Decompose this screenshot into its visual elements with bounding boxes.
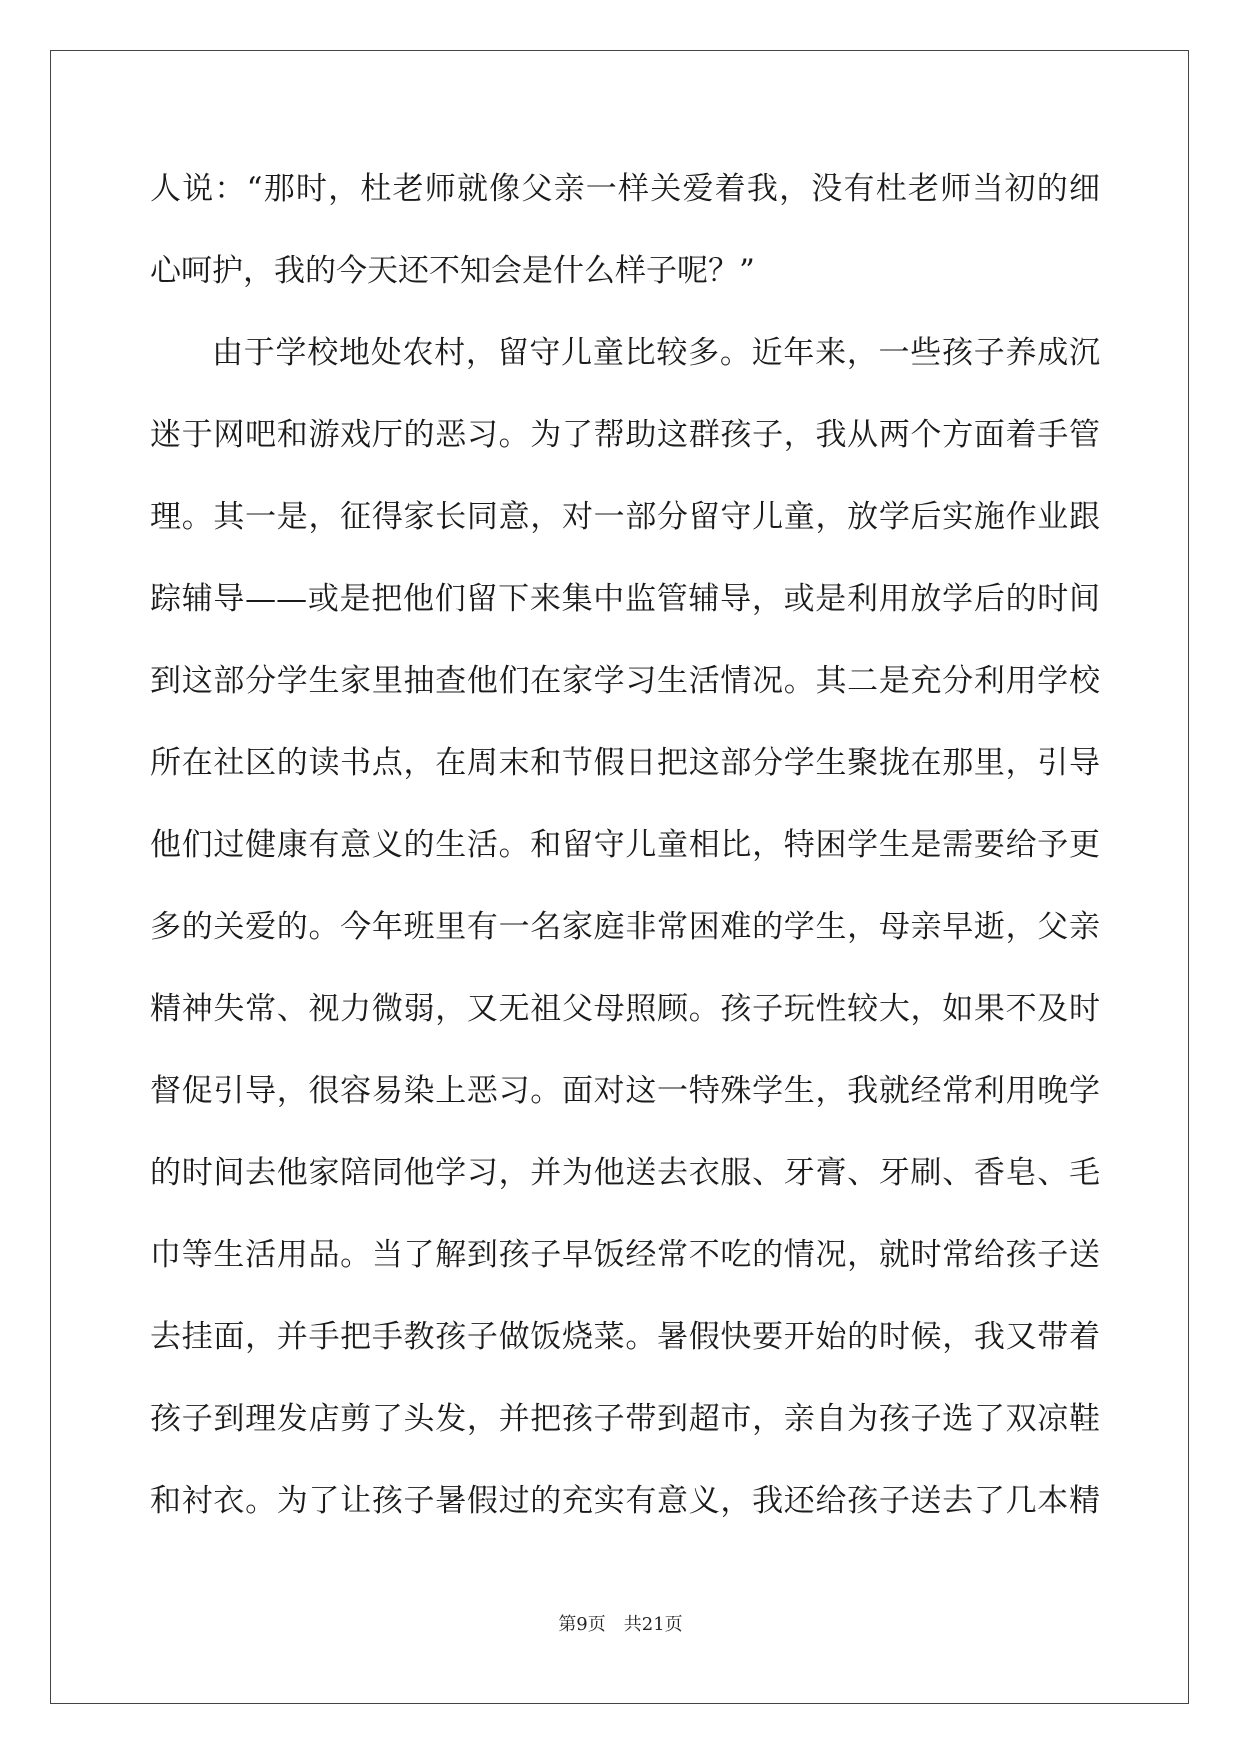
page-number-footer: 第9页 共21页 <box>558 1614 683 1635</box>
text-line-12: 督促引导，很容易染上恶习。面对这一特殊学生，我就经常利用晚学 <box>150 1073 1100 1109</box>
text-line-13: 的时间去他家陪同他学习，并为他送去衣服、牙膏、牙刷、香皂、毛 <box>150 1155 1100 1191</box>
text-line-9: 他们过健康有意义的生活。和留守儿童相比，特困学生是需要给予更 <box>150 827 1100 863</box>
text-line-16: 孩子到理发店剪了头发，并把孩子带到超市，亲自为孩子选了双凉鞋 <box>150 1401 1100 1437</box>
text-line-3: 由于学校地处农村，留守儿童比较多。近年来，一些孩子养成沉 <box>212 335 1100 371</box>
text-line-15: 去挂面，并手把手教孩子做饭烧菜。暑假快要开始的时候，我又带着 <box>150 1319 1100 1355</box>
text-line-8: 所在社区的读书点，在周末和节假日把这部分学生聚拢在那里，引导 <box>150 745 1100 781</box>
text-line-17: 和衬衣。为了让孩子暑假过的充实有意义，我还给孩子送去了几本精 <box>150 1483 1100 1519</box>
text-line-7: 到这部分学生家里抽查他们在家学习生活情况。其二是充分利用学校 <box>150 663 1100 699</box>
document-body <box>150 162 1100 1556</box>
text-line-4: 迷于网吧和游戏厅的恶习。为了帮助这群孩子，我从两个方面着手管 <box>150 417 1100 453</box>
text-line-11: 精神失常、视力微弱，又无祖父母照顾。孩子玩性较大，如果不及时 <box>150 991 1100 1027</box>
text-line-14: 巾等生活用品。当了解到孩子早饭经常不吃的情况，就时常给孩子送 <box>150 1237 1100 1273</box>
text-line-6: 踪辅导——或是把他们留下来集中监管辅导，或是利用放学后的时间 <box>150 581 1100 617</box>
text-line-10: 多的关爱的。今年班里有一名家庭非常困难的学生，母亲早逝，父亲 <box>150 909 1100 945</box>
text-line-1: 人说：“那时，杜老师就像父亲一样关爱着我，没有杜老师当初的细 <box>150 171 1100 207</box>
text-line-2: 心呵护，我的今天还不知会是什么样子呢？” <box>150 253 755 289</box>
text-line-5: 理。其一是，征得家长同意，对一部分留守儿童，放学后实施作业跟 <box>150 499 1100 535</box>
